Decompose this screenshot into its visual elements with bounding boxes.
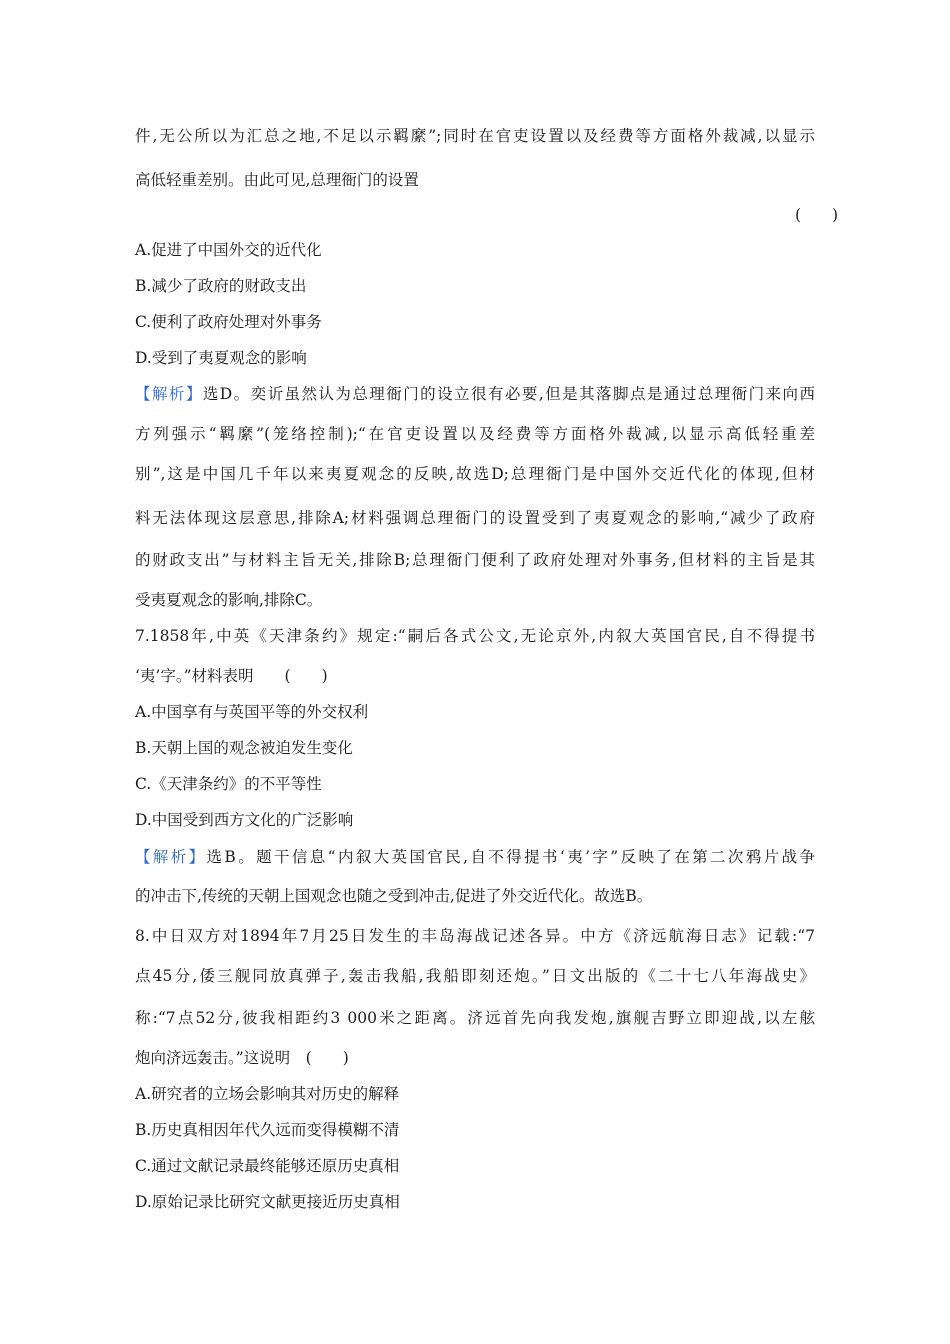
q8-option-a: A.研究者的立场会影响其对历史的解释 (135, 1085, 400, 1103)
q6-option-c: C.便利了政府处理对外事务 (135, 313, 322, 331)
q6-stem-line-1: 件,无公所以为汇总之地,不足以示羁縻”;同时在官吏设置以及经费等方面格外裁减,以显示 (135, 127, 815, 145)
q8-option-d: D.原始记录比研究文献更接近历史真相 (135, 1193, 400, 1211)
q6-option-b: B.减少了政府的财政支出 (135, 277, 307, 295)
q6-analysis-line-3: 别”,这是中国几千年以来夷夏观念的反映,故选D;总理衙门是中国外交近代化的体现,但材 (135, 465, 815, 483)
q7-stem-line-2: ‘夷’字。”材料表明 ( ) (135, 667, 328, 685)
q6-analysis-line-6: 受夷夏观念的影响,排除C。 (135, 591, 323, 609)
analysis-tag: 【解析】 (135, 385, 203, 403)
q6-analysis-line-2: 方列强示“羁縻”(笼络控制);“在官吏设置以及经费等方面格外裁减,以显示高低轻重差 (135, 425, 815, 443)
q7-option-d: D.中国受到西方文化的广泛影响 (135, 811, 354, 829)
q8-stem-line-2: 点45分,倭三舰同放真弹子,轰击我船,我船即刻还炮。”日文出版的《二十七八年海战史》 (135, 967, 815, 985)
q6-option-a: A.促进了中国外交的近代化 (135, 241, 322, 259)
q7-analysis-text: 选B。题干信息“内叙大英国官民,自不得提书‘夷’字”反映了在第二次鸦片战争 (206, 848, 815, 866)
q7-option-a: A.中国享有与英国平等的外交权利 (135, 703, 369, 721)
q7-analysis-line-2: 的冲击下,传统的天朝上国观念也随之受到冲击,促进了外交近代化。故选B。 (135, 887, 653, 905)
q8-option-c: C.通过文献记录最终能够还原历史真相 (135, 1157, 400, 1175)
q7-stem-line-1: 7.1858年,中英《天津条约》规定:“嗣后各式公文,无论京外,内叙大英国官民,自不得提书 (135, 627, 815, 645)
q6-stem-line-2: 高低轻重差别。由此可见,总理衙门的设置 (135, 171, 419, 189)
analysis-tag: 【解析】 (135, 848, 207, 866)
q6-analysis-line-1 (135, 384, 815, 404)
q6-analysis-line-5: 的财政支出”与材料主旨无关,排除B;总理衙门便利了政府处理对外事务,但材料的主旨是其 (135, 551, 815, 569)
q8-stem-line-1: 8.中日双方对1894年7月25日发生的丰岛海战记述各异。中方《济远航海日志》记载:“7 (135, 927, 815, 945)
q6-answer-paren: ( ) (795, 206, 839, 224)
q8-stem-line-3: 称:“7点52分,彼我相距约3 000米之距离。济远首先向我发炮,旗舰吉野立即迎战,以左舷 (135, 1009, 815, 1027)
q6-option-d: D.受到了夷夏观念的影响 (135, 349, 307, 367)
q8-stem-line-4: 炮向济远轰击。”这说明 ( ) (135, 1049, 349, 1067)
q7-option-b: B.天朝上国的观念被迫发生变化 (135, 739, 353, 757)
q8-option-b: B.历史真相因年代久远而变得模糊不清 (135, 1121, 400, 1139)
q7-analysis-line-1 (135, 847, 815, 867)
q7-option-c: C.《天津条约》的不平等性 (135, 775, 322, 793)
q6-analysis-line-4: 料无法体现这层意思,排除A;材料强调总理衙门的设置受到了夷夏观念的影响,“减少了政府 (135, 509, 815, 527)
q6-analysis-text: 选D。奕䜣虽然认为总理衙门的设立很有必要,但是其落脚点是通过总理衙门来向西 (202, 385, 815, 403)
